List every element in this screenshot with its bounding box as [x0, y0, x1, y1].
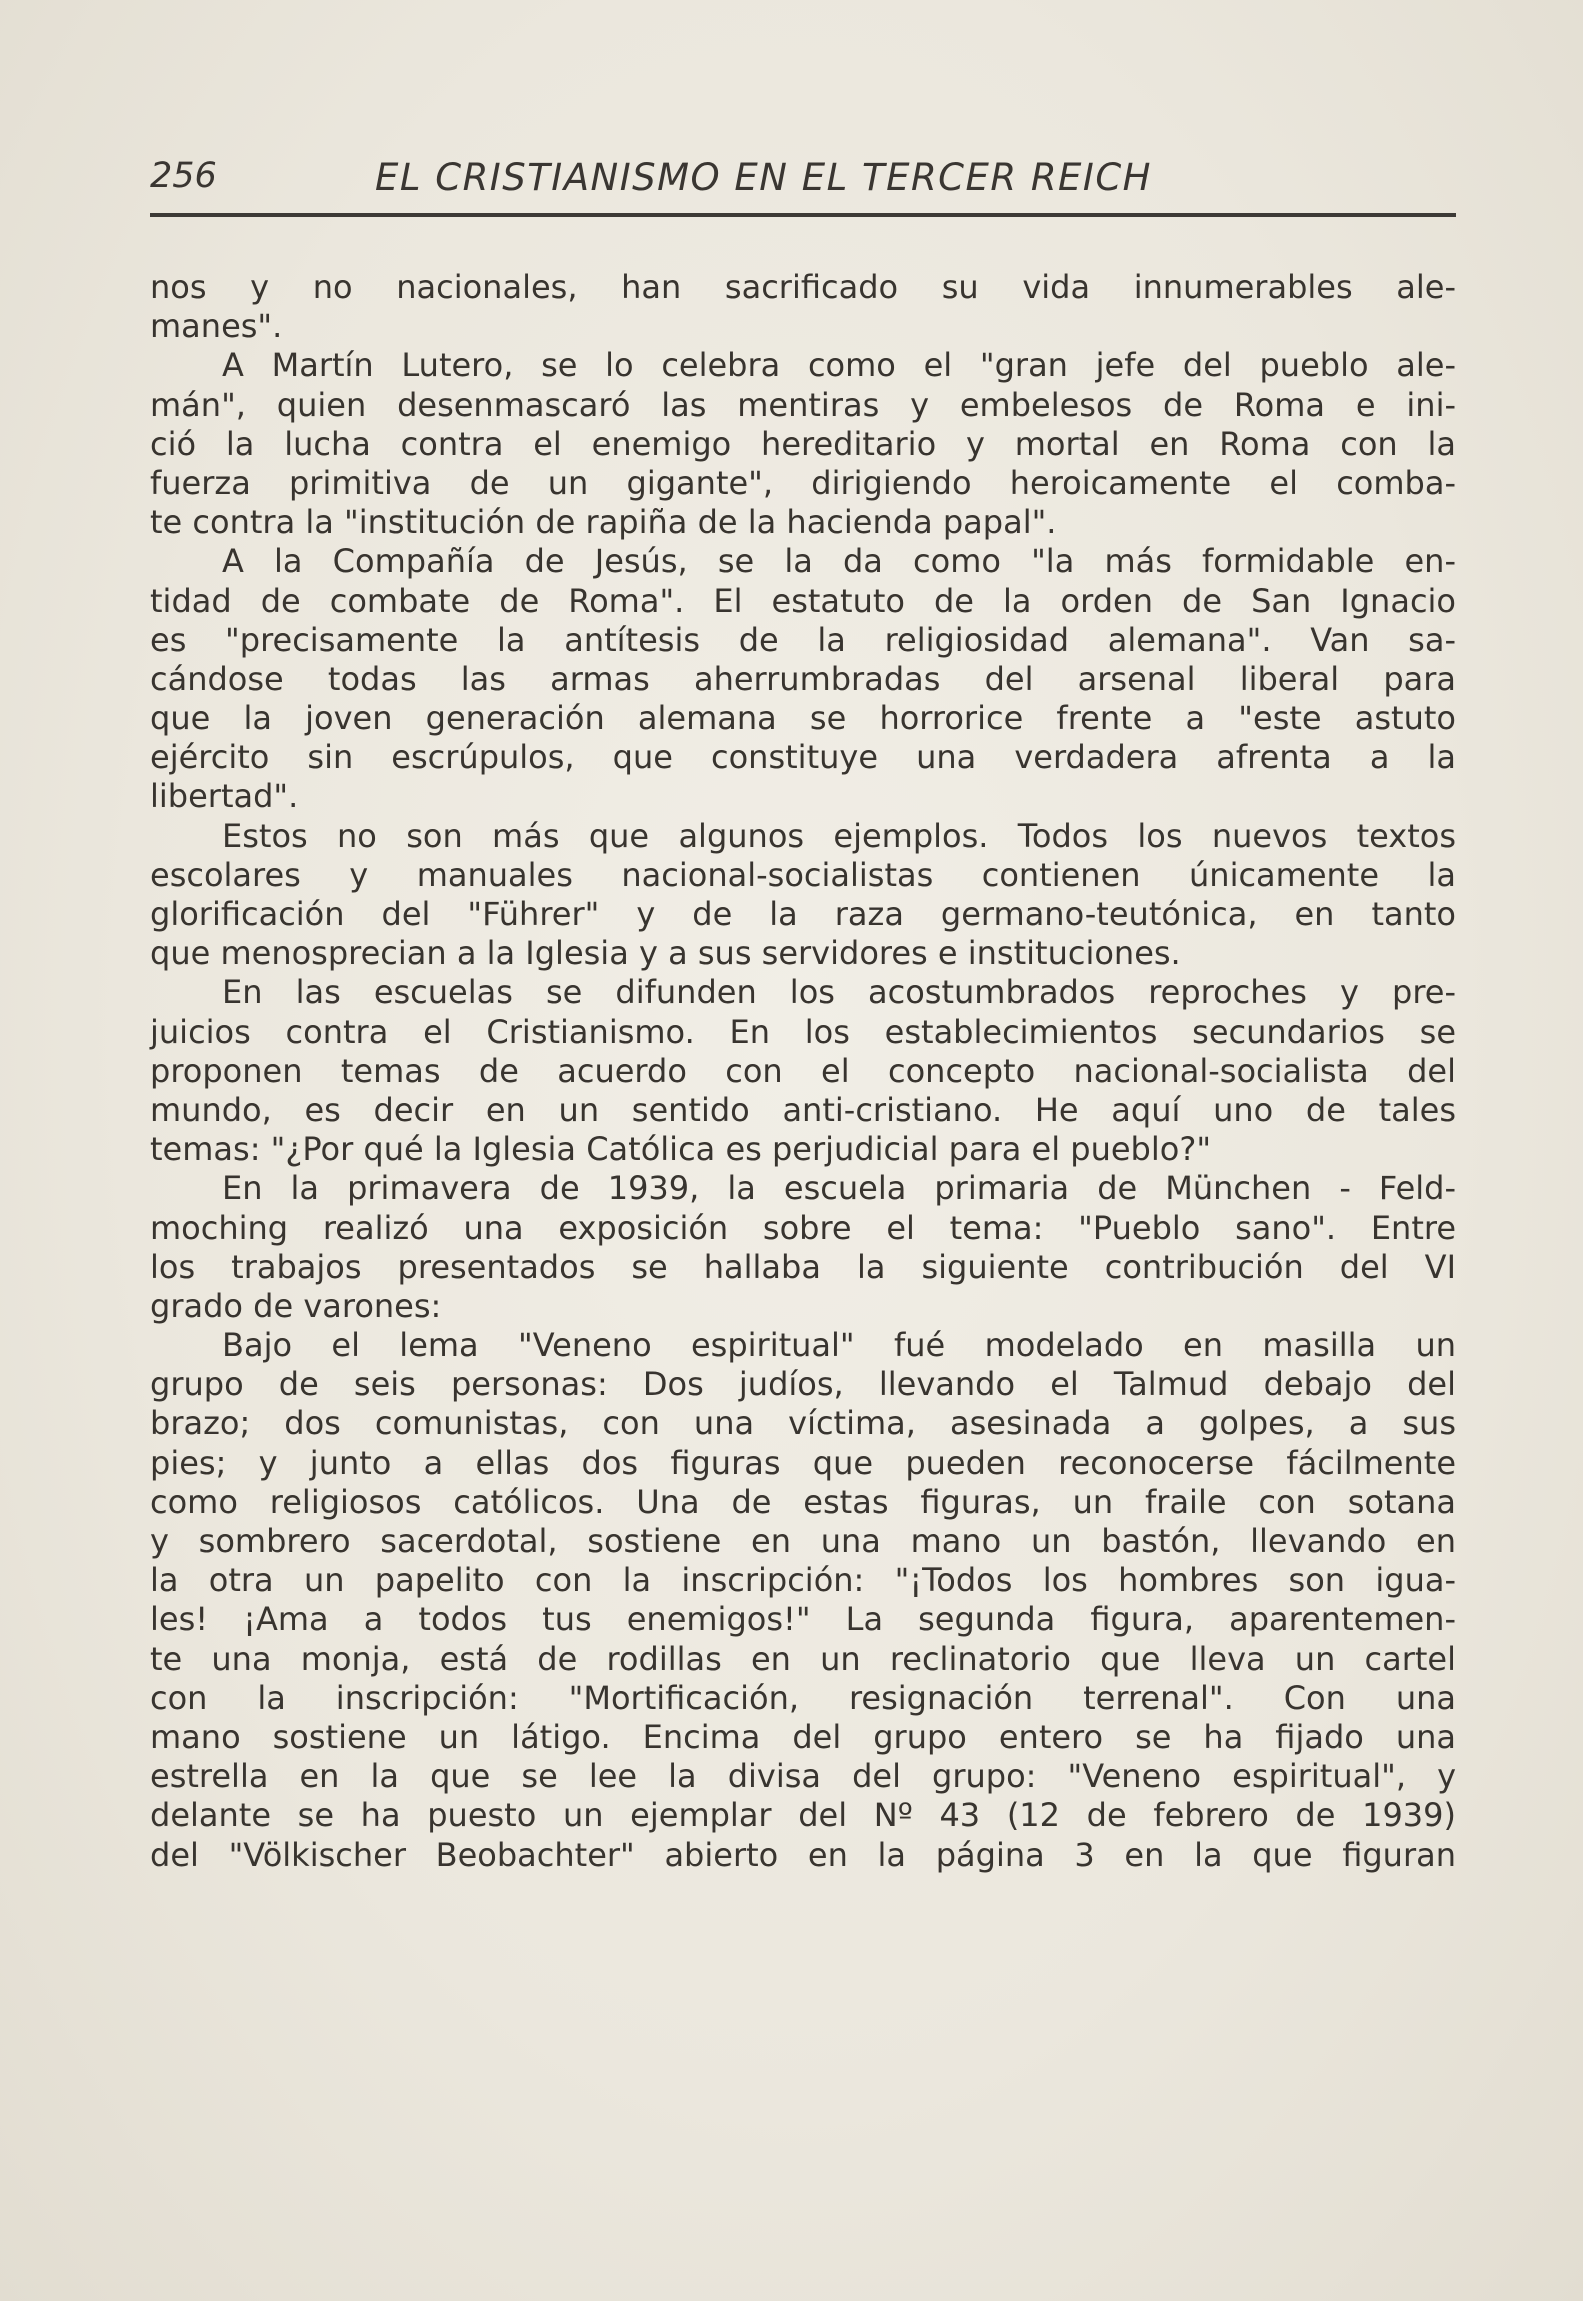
- header-rule: [150, 213, 1456, 217]
- text-line: grupo de seis personas: Dos judíos, llevando el Talmud debajo del: [150, 1365, 1456, 1404]
- text-line: nos y no nacionales, han sacrificado su vida innumerables ale-: [150, 268, 1456, 306]
- text-line: ejército sin escrúpulos, que constituye una verdadera afrenta a la: [150, 738, 1456, 777]
- page-number: 256: [150, 156, 217, 196]
- text-line: moching realizó una exposición sobre el tema: "Pueblo sano". Entre: [150, 1208, 1456, 1247]
- text-line: te contra la "institución de rapiña de la hacienda papal".: [150, 503, 1057, 542]
- text-line: les! ¡Ama a todos tus enemigos!" La segunda figura, aparentemen-: [150, 1600, 1456, 1639]
- text-line: es "precisamente la antítesis de la religiosidad alemana". Van sa-: [150, 620, 1456, 659]
- text-line: tidad de combate de Roma". El estatuto de la orden de San Ignacio: [150, 581, 1456, 620]
- text-line: pies; y junto a ellas dos figuras que pueden reconocerse fácilmente: [150, 1443, 1456, 1482]
- text-line: delante se ha puesto un ejemplar del Nº 43 (12 de febrero de 1939): [150, 1796, 1456, 1835]
- text-line: escolares y manuales nacional-socialistas contienen únicamente la: [150, 855, 1456, 894]
- text-line: estrella en la que se lee la divisa del grupo: "Veneno espiritual", y: [150, 1757, 1456, 1796]
- text-line: con la inscripción: "Mortificación, resignación terrenal". Con una: [150, 1678, 1456, 1717]
- text-line: libertad".: [150, 777, 299, 816]
- text-line: A la Compañía de Jesús, se la da como "la más formidable en-: [222, 542, 1456, 581]
- text-line: mán", quien desenmascaró las mentiras y embelesos de Roma e ini-: [150, 385, 1456, 424]
- text-line: que menosprecian a la Iglesia y a sus servidores e instituciones.: [150, 934, 1181, 973]
- running-title: EL CRISTIANISMO EN EL TERCER REICH: [375, 156, 1152, 199]
- text-line: juicios contra el Cristianismo. En los establecimientos secundarios se: [150, 1012, 1456, 1051]
- text-line: manes".: [150, 307, 283, 346]
- text-line: que la joven generación alemana se horrorice frente a "este astuto: [150, 699, 1456, 738]
- text-line: glorificación del "Führer" y de la raza germano-teutónica, en tanto: [150, 895, 1456, 933]
- text-line: brazo; dos comunistas, con una víctima, asesinada a golpes, a sus: [150, 1404, 1456, 1443]
- text-line: En las escuelas se difunden los acostumbrados reproches y pre-: [222, 973, 1456, 1012]
- text-line: te una monja, está de rodillas en un reclinatorio que lleva un cartel: [150, 1639, 1456, 1678]
- text-line: y sombrero sacerdotal, sostiene en una mano un bastón, llevando en: [150, 1522, 1456, 1560]
- body-text: [150, 268, 1456, 1875]
- text-line: A Martín Lutero, se lo celebra como el "gran jefe del pueblo ale-: [222, 346, 1456, 385]
- text-line: los trabajos presentados se hallaba la siguiente contribución del VI: [150, 1247, 1456, 1286]
- text-line: fuerza primitiva de un gigante", dirigiendo heroicamente el comba-: [150, 463, 1456, 502]
- text-line: temas: "¿Por qué la Iglesia Católica es perjudicial para el pueblo?": [150, 1130, 1212, 1169]
- text-line: En la primavera de 1939, la escuela primaria de München - Feld-: [222, 1169, 1456, 1208]
- text-line: ció la lucha contra el enemigo hereditario y mortal en Roma con la: [150, 424, 1456, 463]
- text-line: Bajo el lema "Veneno espiritual" fué modelado en masilla un: [222, 1326, 1456, 1365]
- page-header: [150, 150, 1458, 210]
- text-line: mundo, es decir en un sentido anti-cristiano. He aquí uno de tales: [150, 1090, 1456, 1129]
- text-line: como religiosos católicos. Una de estas figuras, un fraile con sotana: [150, 1482, 1456, 1521]
- text-line: cándose todas las armas aherrumbradas del arsenal liberal para: [150, 659, 1456, 698]
- text-line: mano sostiene un látigo. Encima del grupo entero se ha fijado una: [150, 1717, 1456, 1756]
- text-line: del "Völkischer Beobachter" abierto en la página 3 en la que figuran: [150, 1835, 1456, 1874]
- text-line: Estos no son más que algunos ejemplos. Todos los nuevos textos: [222, 816, 1456, 855]
- text-line: grado de varones:: [150, 1286, 442, 1325]
- text-line: proponen temas de acuerdo con el concepto nacional-socialista del: [150, 1051, 1456, 1090]
- text-line: la otra un papelito con la inscripción: "¡Todos los hombres son igua-: [150, 1561, 1456, 1600]
